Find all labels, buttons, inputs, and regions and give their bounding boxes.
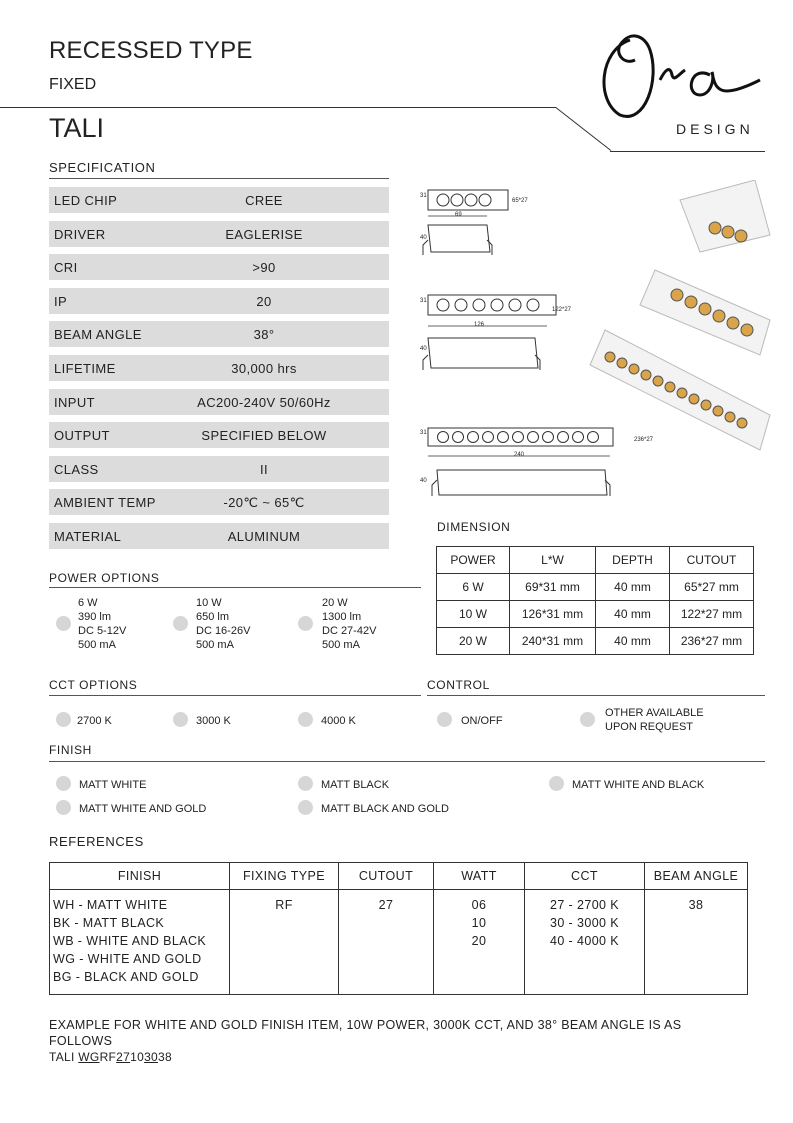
dimension-cell: 10 W: [437, 601, 510, 628]
table-row: [437, 628, 754, 655]
dimension-header-row: [437, 547, 754, 574]
references-header-cell: BEAM ANGLE: [645, 863, 748, 890]
finish-black-gold-radio[interactable]: [298, 800, 313, 815]
control-label: CONTROL: [427, 678, 490, 692]
drawing-6w-height: 31: [420, 193, 427, 199]
table-row: [50, 890, 748, 995]
finish-matt-black-label: MATT BLACK: [321, 779, 390, 791]
references-fixing-cell: RF: [230, 890, 339, 995]
drawing-10w-height: 31: [420, 298, 427, 304]
finish-rule: [49, 761, 765, 762]
page-subtitle: FIXED: [49, 76, 97, 93]
dimension-drawings: [415, 180, 775, 500]
dimension-cell: 40 mm: [596, 601, 670, 628]
spec-row: [49, 288, 389, 314]
drawing-20w: [428, 428, 613, 496]
finish-matt-white-radio[interactable]: [56, 776, 71, 791]
control-onoff-radio[interactable]: [437, 712, 452, 727]
finish-matt-black-radio[interactable]: [298, 776, 313, 791]
dimension-header-cell: POWER: [437, 547, 510, 574]
spec-key: MATERIAL: [54, 529, 122, 544]
dimension-table: [436, 546, 754, 655]
power-option-6w-radio[interactable]: [56, 616, 71, 631]
references-table: [49, 862, 748, 995]
spec-key: IP: [54, 293, 68, 309]
spec-key: CRI: [54, 260, 78, 276]
spec-value: II: [259, 461, 269, 477]
page-title: RECESSED TYPE: [49, 37, 253, 64]
dimension-header-cell: L*W: [510, 547, 596, 574]
table-row: [437, 574, 754, 601]
spec-row: [49, 422, 389, 448]
spec-key: LED CHIP: [54, 193, 118, 208]
dimension-cell: 236*27 mm: [670, 628, 754, 655]
control-rule: [427, 695, 765, 696]
spec-key: AMBIENT TEMP: [54, 495, 156, 511]
cct-2700-label: 2700 K: [77, 715, 112, 727]
power-option-10w: 10 W 650 lm DC 16-26V 500 mA: [196, 597, 251, 651]
dimension-cell: 122*27 mm: [670, 601, 754, 628]
spec-key: INPUT: [54, 394, 95, 410]
dimension-header-cell: CUTOUT: [670, 547, 754, 574]
spec-value: 38°: [253, 327, 275, 343]
finish-white-black-label: MATT WHITE AND BLACK: [572, 779, 705, 791]
drawing-6w-cutout: 65*27: [512, 198, 528, 204]
spec-row: [49, 254, 389, 280]
references-header-cell: FINISH: [50, 863, 230, 890]
references-header-cell: CUTOUT: [339, 863, 434, 890]
references-header-cell: CCT: [525, 863, 645, 890]
finish-white-black-radio[interactable]: [549, 776, 564, 791]
dimension-cell: 126*31 mm: [510, 601, 596, 628]
spec-value: >90: [252, 260, 276, 276]
references-label: REFERENCES: [49, 834, 144, 849]
spec-value: CREE: [245, 193, 283, 208]
dimension-cell: 40 mm: [596, 628, 670, 655]
references-cct-cell: 27 - 2700 K 30 - 3000 K 40 - 4000 K: [525, 890, 645, 995]
dimension-cell: 20 W: [437, 628, 510, 655]
references-cutout-cell: 27: [339, 890, 434, 995]
cct-3000-radio[interactable]: [173, 712, 188, 727]
references-beam-cell: 38: [645, 890, 748, 995]
drawing-10w-depth: 40: [420, 346, 427, 352]
spec-value: SPECIFIED BELOW: [201, 428, 327, 444]
finish-white-gold-label: MATT WHITE AND GOLD: [79, 803, 207, 815]
header-rule-right: [610, 151, 765, 152]
control-other-radio[interactable]: [580, 712, 595, 727]
cct-options-rule: [49, 695, 421, 696]
power-option-6w: 6 W 390 lm DC 5-12V 500 mA: [78, 597, 127, 651]
specification-label: SPECIFICATION: [49, 160, 156, 175]
spec-value: 20: [256, 293, 272, 309]
spec-value: EAGLERISE: [225, 226, 303, 242]
example-text: EXAMPLE FOR WHITE AND GOLD FINISH ITEM, 10W POWER, 3000K CCT, AND 38° BEAM ANGLE IS AS FOLLOWS TALI WGRF27103038: [49, 1017, 769, 1065]
drawing-6w-length: 69: [455, 212, 462, 218]
finish-label: FINISH: [49, 743, 92, 757]
finish-matt-white-label: MATT WHITE: [79, 779, 147, 791]
drawing-20w-length: 240: [514, 452, 525, 458]
spec-key: OUTPUT: [54, 428, 110, 444]
spec-value: -20℃ ~ 65℃: [223, 495, 305, 511]
spec-value: AC200-240V 50/60Hz: [197, 394, 331, 410]
spec-key: DRIVER: [54, 226, 106, 242]
dimension-cell: 65*27 mm: [670, 574, 754, 601]
drawing-10w: [423, 295, 556, 370]
product-render-10w: [640, 270, 770, 355]
cct-4000-radio[interactable]: [298, 712, 313, 727]
drawing-6w: [423, 190, 508, 255]
dimension-cell: 69*31 mm: [510, 574, 596, 601]
drawing-20w-cutout: 236*27: [634, 437, 654, 443]
product-render-6w: [680, 180, 770, 252]
power-options-rule: [49, 587, 421, 588]
spec-value: 30,000 hrs: [231, 361, 297, 376]
table-row: [437, 601, 754, 628]
header-rule: [0, 107, 556, 108]
drawing-10w-cutout: 122*27: [552, 307, 572, 313]
spec-key: BEAM ANGLE: [54, 327, 142, 343]
finish-black-gold-label: MATT BLACK AND GOLD: [321, 803, 449, 815]
spec-row: [49, 321, 389, 347]
cct-2700-radio[interactable]: [56, 712, 71, 727]
cct-3000-label: 3000 K: [196, 715, 231, 727]
spec-row: [49, 355, 389, 381]
specification-rule: [49, 178, 389, 179]
spec-row: [49, 523, 389, 549]
dimension-cell: 6 W: [437, 574, 510, 601]
spec-row: [49, 489, 389, 515]
spec-value: ALUMINUM: [227, 529, 301, 544]
spec-row: [49, 221, 389, 247]
control-other-label: OTHER AVAILABLE UPON REQUEST: [605, 707, 704, 733]
drawing-20w-height: 31: [420, 430, 427, 436]
power-option-20w-radio[interactable]: [298, 616, 313, 631]
dimension-cell: 40 mm: [596, 574, 670, 601]
control-onoff-label: ON/OFF: [461, 715, 503, 727]
power-options-label: POWER OPTIONS: [49, 571, 160, 585]
spec-key: CLASS: [54, 461, 99, 477]
cct-4000-label: 4000 K: [321, 715, 356, 727]
drawing-10w-length: 126: [474, 322, 485, 328]
drawing-6w-depth: 40: [420, 235, 427, 241]
spec-row: [49, 187, 389, 213]
spec-row: [49, 456, 389, 482]
dimension-cell: 240*31 mm: [510, 628, 596, 655]
power-option-10w-radio[interactable]: [173, 616, 188, 631]
finish-white-gold-radio[interactable]: [56, 800, 71, 815]
dimension-label: DIMENSION: [437, 520, 511, 534]
power-option-20w: 20 W 1300 lm DC 27-42V 500 mA: [322, 597, 377, 651]
example-code: TALI WGRF27103038: [49, 1050, 172, 1064]
references-header-cell: WATT: [434, 863, 525, 890]
brand-subtitle: DESIGN: [676, 121, 754, 137]
drawing-20w-depth: 40: [420, 478, 427, 484]
references-header-row: [50, 863, 748, 890]
spec-key: LIFETIME: [54, 361, 116, 376]
references-header-cell: FIXING TYPE: [230, 863, 339, 890]
product-name: TALI: [49, 113, 105, 143]
references-finish-cell: WH - MATT WHITE BK - MATT BLACK WB - WHITE AND BLACK WG - WHITE AND GOLD BG - BLACK AND GOLD: [50, 890, 230, 995]
spec-row: [49, 389, 389, 415]
cct-options-label: CCT OPTIONS: [49, 678, 138, 692]
references-watt-cell: 06 10 20: [434, 890, 525, 995]
dimension-header-cell: DEPTH: [596, 547, 670, 574]
